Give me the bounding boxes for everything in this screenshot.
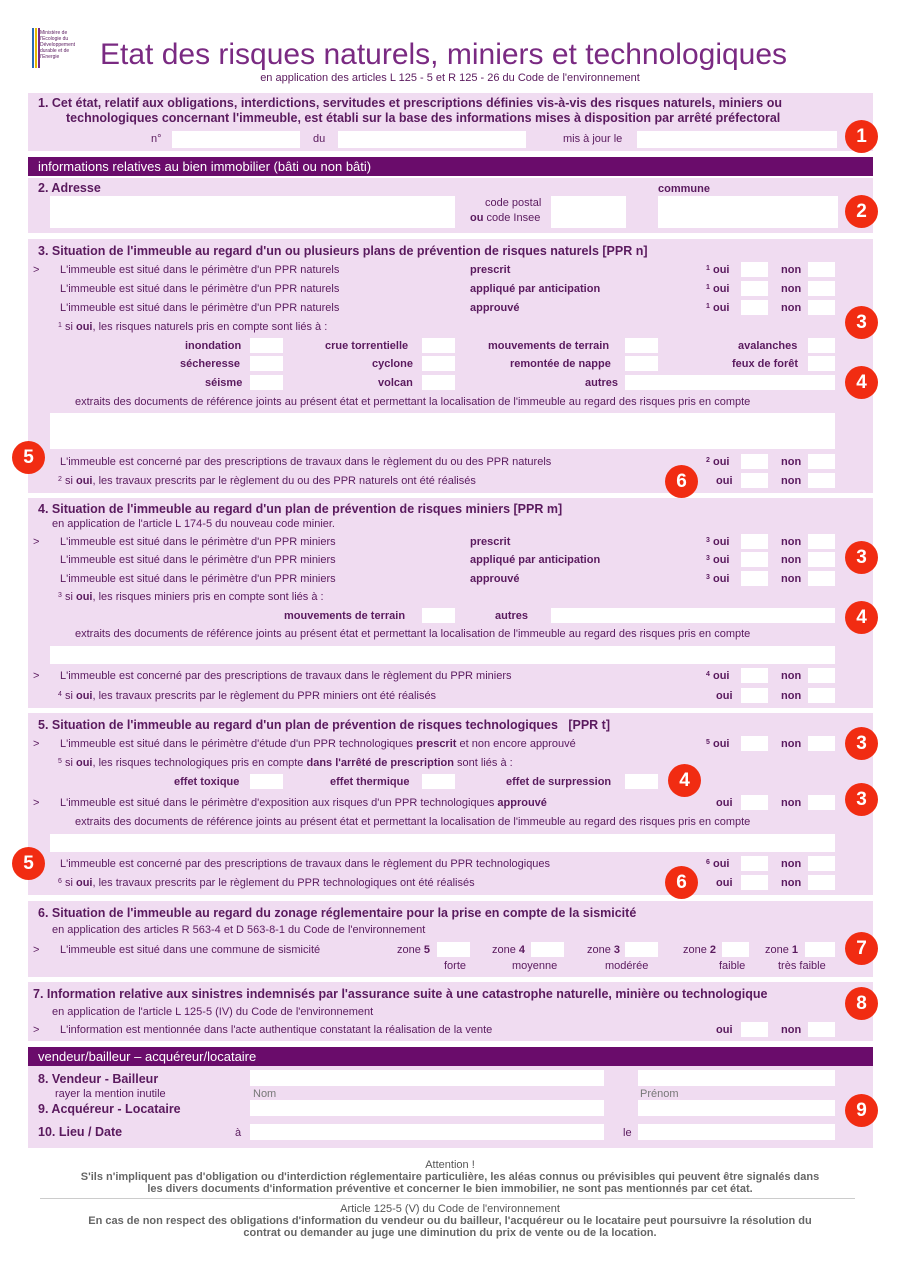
postal-code-field[interactable] [551,196,626,228]
risk-crue[interactable] [422,338,455,353]
badge-3: 3 [845,306,878,339]
vendeur-prenom-field[interactable] [638,1070,835,1086]
ppr-t-approuve-non[interactable] [808,795,835,810]
travaux-n-oui[interactable] [741,454,768,469]
risk-m-mvt[interactable] [422,608,455,623]
extraits-field-t[interactable] [50,834,835,852]
band-bien: informations relatives au bien immobilier (bâti ou non bâti) [28,157,873,176]
n-label: n° [151,133,162,145]
acquereur-nom-field[interactable] [250,1100,604,1116]
lieu-field[interactable] [250,1124,604,1140]
ppr-m-anticip-oui[interactable] [741,552,768,567]
badge-4: 4 [845,366,878,399]
ppr-n-prescrit-non[interactable] [808,262,835,277]
badge-5: 5 [12,441,45,474]
badge-3c: 3 [845,727,878,760]
arrete-number-field[interactable] [172,131,300,148]
badge-7: 7 [845,932,878,965]
badge-3b: 3 [845,541,878,574]
address-field[interactable] [50,196,455,228]
realises-m-non[interactable] [808,688,835,703]
realises-n-non[interactable] [808,473,835,488]
ministry-logo: Ministère de l'Ecologie du Développement durable et de l'Energie [32,28,86,68]
effet-toxique[interactable] [250,774,283,789]
du-label: du [313,133,326,145]
extraits-field-n[interactable] [50,413,835,449]
ppr-m-approuve-non[interactable] [808,571,835,586]
divider [40,1198,855,1199]
s1-line1: 1. Cet état, relatif aux obligations, interdictions, servitudes et prescriptions définies vis-à-vis des risques naturels, miniers ou [38,96,782,110]
risk-mvt[interactable] [625,338,658,353]
badge-3d: 3 [845,783,878,816]
attention-title: Attention ! [425,1159,475,1171]
ppr-m-approuve-oui[interactable] [741,571,768,586]
travaux-t-non[interactable] [808,856,835,871]
s2-title: 2. Adresse [38,181,101,195]
page-subtitle: en application des articles L 125 - 5 et R 125 - 26 du Code de l'environnement [260,72,640,84]
zone-5[interactable] [437,942,470,957]
s1-line2: technologiques concernant l'immeuble, est établi sur la base des informations mises à disposition par arrêté préfectoral [66,111,781,125]
realises-t-oui[interactable] [741,875,768,890]
badge-6: 6 [665,465,698,498]
travaux-m-oui[interactable] [741,668,768,683]
date-field[interactable] [638,1124,835,1140]
risk-feux[interactable] [808,356,835,371]
risk-avalanches[interactable] [808,338,835,353]
arrete-date-field[interactable] [338,131,526,148]
risk-seisme[interactable] [250,375,283,390]
s6-title: 6. Situation de l'immeuble au regard du zonage réglementaire pour la prise en compte de la sismicité [38,906,637,920]
zone-3[interactable] [625,942,658,957]
risk-nappe[interactable] [625,356,658,371]
s4-title: 4. Situation de l'immeuble au regard d'un plan de prévention de risques miniers [PPR m] [38,502,563,516]
ppr-m-anticip-non[interactable] [808,552,835,567]
maj-label: mis à jour le [563,133,623,145]
risk-inondation[interactable] [250,338,283,353]
effet-thermique[interactable] [422,774,455,789]
risk-cyclone[interactable] [422,356,455,371]
risk-autres[interactable] [625,375,835,390]
zone-4[interactable] [531,942,564,957]
ppr-t-approuve-oui[interactable] [741,795,768,810]
ppr-t-prescrit-non[interactable] [808,736,835,751]
sinistres-oui[interactable] [741,1022,768,1037]
risk-secheresse[interactable] [250,356,283,371]
ppr-m-prescrit-non[interactable] [808,534,835,549]
badge-1: 1 [845,120,878,153]
ppr-n-prescrit-oui[interactable] [741,262,768,277]
ppr-n-anticip-non[interactable] [808,281,835,296]
s7-title: 7. Information relative aux sinistres indemnisés par l'assurance suite à une catastrophe naturelle, minière ou technologique [33,987,768,1001]
ppr-m-prescrit-oui[interactable] [741,534,768,549]
acquereur-prenom-field[interactable] [638,1100,835,1116]
zone-2[interactable] [722,942,749,957]
effet-surpression[interactable] [625,774,658,789]
maj-date-field[interactable] [637,131,837,148]
badge-6b: 6 [665,866,698,899]
realises-t-non[interactable] [808,875,835,890]
badge-2: 2 [845,195,878,228]
sinistres-non[interactable] [808,1022,835,1037]
commune-label: commune [658,183,710,195]
badge-5b: 5 [12,847,45,880]
s3-title: 3. Situation de l'immeuble au regard d'un ou plusieurs plans de prévention de risques naturels [PPR n] [38,244,648,258]
cp-label: code postal [485,197,542,209]
badge-8: 8 [845,987,878,1020]
ppr-n-approuve-oui[interactable] [741,300,768,315]
badge-9: 9 [845,1094,878,1127]
risk-volcan[interactable] [422,375,455,390]
badge-4b: 4 [845,601,878,634]
realises-n-oui[interactable] [741,473,768,488]
vendeur-nom-field[interactable] [250,1070,604,1086]
ppr-n-anticip-oui[interactable] [741,281,768,296]
badge-4c: 4 [668,764,701,797]
travaux-m-non[interactable] [808,668,835,683]
zone-1[interactable] [805,942,835,957]
ppr-n-approuve-non[interactable] [808,300,835,315]
travaux-n-non[interactable] [808,454,835,469]
risk-m-autres[interactable] [551,608,835,623]
travaux-t-oui[interactable] [741,856,768,871]
article-title: Article 125-5 (V) du Code de l'environnement [340,1203,560,1215]
realises-m-oui[interactable] [741,688,768,703]
commune-field[interactable] [658,196,838,228]
page-title: Etat des risques naturels, miniers et technologiques [100,38,788,71]
ppr-t-prescrit-oui[interactable] [741,736,768,751]
extraits-field-m[interactable] [50,646,835,664]
band-parties: vendeur/bailleur – acquéreur/locataire [28,1047,873,1066]
